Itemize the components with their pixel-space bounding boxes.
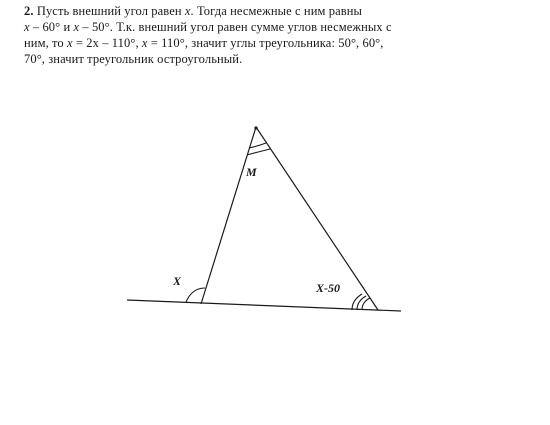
top-angle-arc-outer xyxy=(249,143,266,148)
right-angle-arc-3 xyxy=(362,298,370,310)
left-angle-label: X xyxy=(173,274,182,288)
line-3-part-4: x xyxy=(141,36,148,50)
line-4-part-1: 70°, значит треугольник остроугольный. xyxy=(24,52,243,66)
line-2-part-3: x xyxy=(73,20,80,34)
right-angle-label: X-50 xyxy=(316,281,340,295)
line-3-part-2: x xyxy=(67,36,73,50)
line-2-part-1: x xyxy=(24,20,30,34)
left-side xyxy=(201,127,256,304)
line-3-part-1: ним, то xyxy=(24,36,68,50)
top-angle-label: M xyxy=(246,165,257,179)
line-3-part-5: = 110°, значит углы треугольника: 50°, 60°, xyxy=(147,36,384,50)
top-angle-arc-inner xyxy=(247,149,270,155)
line-2-part-2: – 60° и xyxy=(29,20,74,34)
apex-point xyxy=(254,126,257,129)
line-1-part-2: x xyxy=(184,4,191,18)
line-1-part-1: Пусть внешний угол равен xyxy=(36,4,185,18)
line-3-part-3: = 2x – 110°, xyxy=(72,36,142,50)
line-2-part-4: – 50°. Т.к. внешний угол равен сумме углов несмежных с xyxy=(79,20,392,34)
line-1-part-3: . Тогда несмежные с ним равны xyxy=(190,4,363,18)
problem-number: 2. xyxy=(24,4,34,18)
